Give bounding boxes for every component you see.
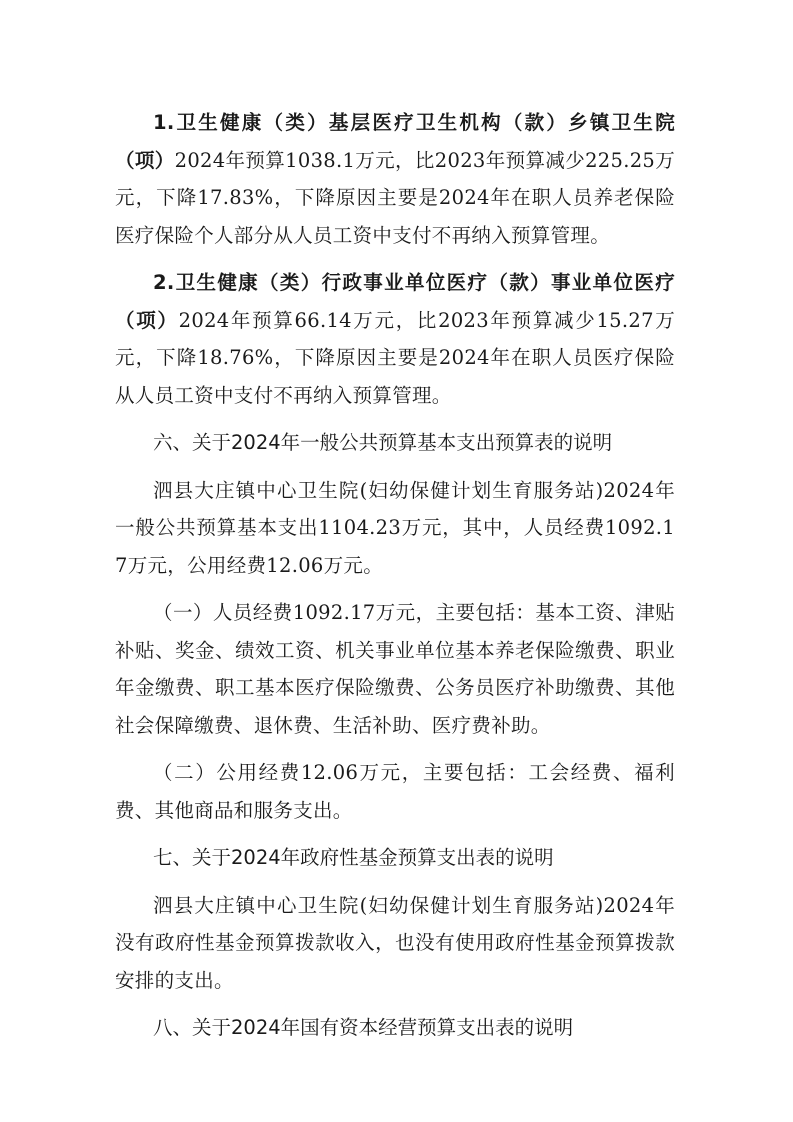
section-6-intro: 泗县大庄镇中心卫生院(妇幼保健计划生育服务站)2024年一般公共预算基本支出1104.23万元，其中，人员经费1092.17万元，公用经费12.06万元。	[115, 478, 675, 577]
item-1-text: 2024年预算1038.1万元，比2023年预算减少225.25万元，下降17.83%，下降原因主要是2024年在职人员养老保险医疗保险个人部分从人员工资中支付不再纳入预算管理。	[115, 148, 675, 247]
section-7-heading: 七、关于2024年政府性基金预算支出表的说明	[153, 846, 554, 869]
item-2-text: 2024年预算66.14万元，比2023年预算减少15.27万元，下降18.76%，下降原因主要是2024年在职人员医疗保险从人员工资中支付不再纳入预算管理。	[115, 308, 676, 407]
item-2-paragraph	[115, 264, 675, 414]
document-body	[115, 104, 675, 1057]
section-6-heading: 六、关于2024年一般公共预算基本支出预算表的说明	[153, 431, 613, 454]
section-6-public: （二）公用经费12.06万元，主要包括：工会经费、福利费、其他商品和服务支出。	[115, 761, 675, 822]
item-2-lead: 2.卫生健康（类）行政事业单位医疗（款）事业单位医疗（项）	[115, 271, 675, 332]
item-1-paragraph	[115, 104, 675, 254]
section-6-personnel: （一）人员经费1092.17万元，主要包括：基本工资、津贴补贴、奖金、绩效工资、机关事业单位基本养老保险缴费、职业年金缴费、职工基本医疗保险缴费、公务员医疗补助缴费、其他社会保障缴费、退休费、生活补助、医疗费补助。	[115, 601, 675, 737]
section-8-heading: 八、关于2024年国有资本经营预算支出表的说明	[153, 1016, 574, 1039]
item-1-lead: 1.卫生健康（类）基层医疗卫生机构（款）乡镇卫生院（项）	[115, 111, 675, 172]
section-7-text: 泗县大庄镇中心卫生院(妇幼保健计划生育服务站)2024年没有政府性基金预算拨款收入，也没有使用政府性基金预算拨款安排的支出。	[115, 893, 675, 992]
